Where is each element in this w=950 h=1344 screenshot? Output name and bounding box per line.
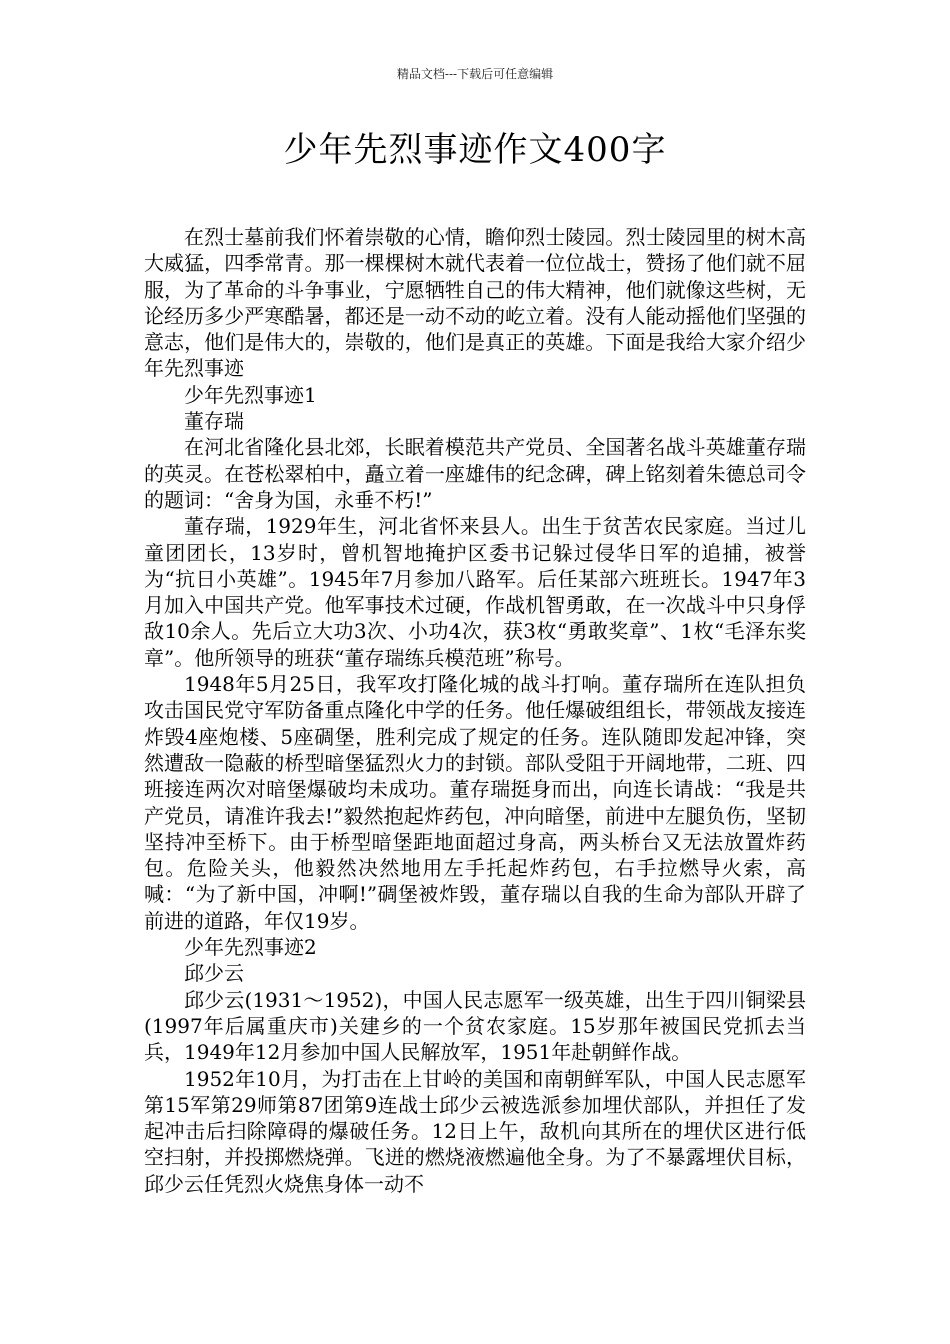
paragraph-qiu-ambush: 1952年10月，为打击在上甘岭的美国和南朝鲜军队，中国人民志愿军第15军第29师第87团第9连战士邱少云被选派参加埋伏部队，并担任了发起冲击后扫除障碍的爆破任务。12日上午，敌机向其所在的埋伏区进行低空扫射，并投掷燃烧弹。飞迸的燃烧液燃遍他全身。为了不暴露埋伏目标，邱少云任凭烈火烧焦身体一动不 <box>144 1066 806 1196</box>
paragraph-biography: 董存瑞，1929年生，河北省怀来县人。出生于贫苦农民家庭。当过儿童团团长，13岁时，曾机智地掩护区委书记躲过侵华日军的追捕，被誉为“抗日小英雄”。1945年7月参加八路军。后任某部六班班长。1947年3月加入中国共产党。他军事技术过硬，作战机智勇敢，在一次战斗中只身俘敌10余人。先后立大功3次、小功4次，获3枚“勇敢奖章”、1枚“毛泽东奖章”。他所领导的班获“董存瑞练兵模范班”称号。 <box>144 514 806 670</box>
hero-name-dong-cunrui: 董存瑞 <box>184 409 244 434</box>
document-body <box>144 224 806 1197</box>
paragraph-qiu-biography: 邱少云(1931～1952)，中国人民志愿军一级英雄，出生于四川铜梁县(1997年后属重庆市)关建乡的一个贫农家庭。15岁那年被国民党抓去当兵，1949年12月参加中国人民解放军，1951年赴朝鲜作战。 <box>144 987 806 1065</box>
paragraph-intro: 在烈士墓前我们怀着崇敬的心情，瞻仰烈士陵园。烈士陵园里的树木高大威猛，四季常青。那一棵棵树木就代表着一位位战士，赞扬了他们就不屈服，为了革命的斗争事业，宁愿牺牲自己的伟大精神，他们就像这些树，无论经历多少严寒酷暑，都还是一动不动的屹立着。没有人能动摇他们坚强的意志，他们是伟大的，崇敬的，他们是真正的英雄。下面是我给大家介绍少年先烈事迹 <box>144 225 806 381</box>
section-heading-2: 少年先烈事迹2 <box>184 935 317 960</box>
section-heading-1: 少年先烈事迹1 <box>184 382 317 407</box>
paragraph-battle: 1948年5月25日，我军攻打隆化城的战斗打响。董存瑞所在连队担负攻击国民党守军防备重点隆化中学的任务。他任爆破组组长，带领战友接连炸毁4座炮楼、5座碉堡，胜利完成了规定的任务。连队随即发起冲锋，突然遭敌一隐蔽的桥型暗堡猛烈火力的封锁。部队受阻于开阔地带，二班、四班接连两次对暗堡爆破均未成功。董存瑞挺身而出，向连长请战：“我是共产党员，请准许我去!”毅然抱起炸药包，冲向暗堡，前进中左腿负伤，坚韧坚持冲至桥下。由于桥型暗堡距地面超过身高，两头桥台又无法放置炸药包。危险关头，他毅然决然地用左手托起炸药包，右手拉燃导火索，高喊：“为了新中国，冲啊!”碉堡被炸毁，董存瑞以自我的生命为部队开辟了前进的道路，年仅19岁。 <box>144 672 806 933</box>
paragraph-memorial: 在河北省隆化县北郊，长眠着模范共产党员、全国著名战斗英雄董存瑞的英灵。在苍松翠柏中，矗立着一座雄伟的纪念碑，碑上铭刻着朱德总司令的题词：“舍身为国，永垂不朽!” <box>144 435 806 512</box>
hero-name-qiu-shaoyun: 邱少云 <box>184 961 244 986</box>
document-title: 少年先烈事迹作文400字 <box>283 130 667 170</box>
header-note: 精品文档---下载后可任意编辑 <box>396 67 554 81</box>
